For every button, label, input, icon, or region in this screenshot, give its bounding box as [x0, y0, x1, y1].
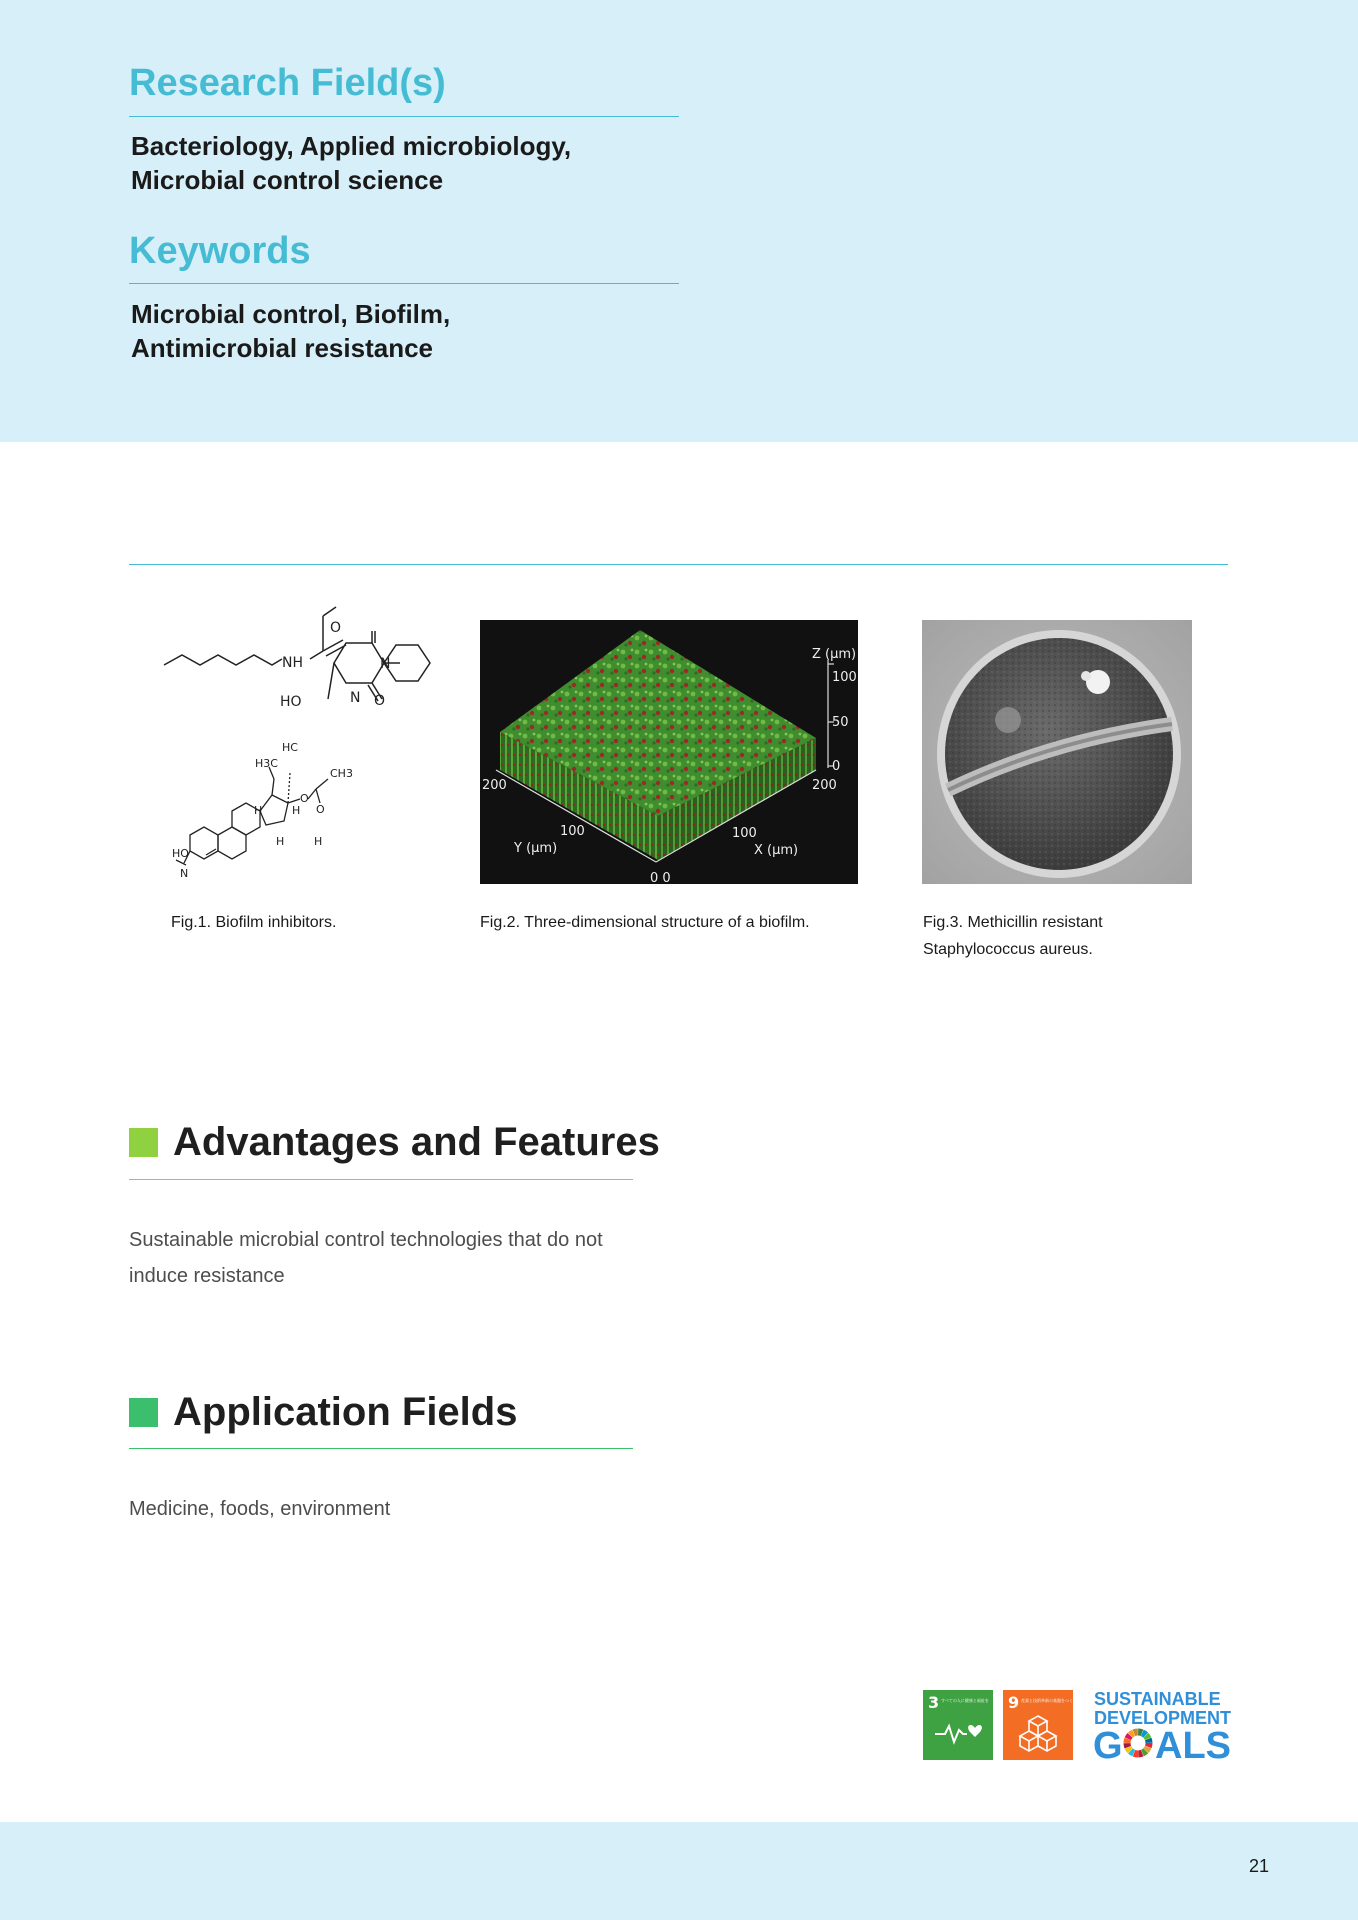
research-fields-text — [131, 129, 691, 197]
fig1-label-o2: O — [374, 693, 386, 709]
fig1-label-n1: N — [380, 656, 391, 672]
fig1-label-ho2: HO — [172, 847, 189, 860]
fig1-label-h4: H — [314, 835, 323, 848]
fig3-caption-line-2: Staphylococcus aureus. — [923, 941, 1093, 958]
fig2-label-y100: 100 — [560, 824, 585, 839]
fig2-label-z: Z (μm) — [812, 647, 857, 662]
sdg-logo-line-3-b: ALS — [1155, 1725, 1231, 1767]
fig3-mrsa-micrograph — [922, 620, 1192, 884]
sdg-goal-3-number: 3 — [928, 1693, 940, 1712]
advantages-title: Advantages and Features — [173, 1120, 660, 1164]
fig1-label-h2: H — [292, 804, 301, 817]
fig3-caption-line-1: Fig.3. Methicillin resistant — [923, 914, 1103, 931]
advantages-line-2: induce resistance — [129, 1265, 285, 1287]
fig1-label-h1: H — [254, 804, 263, 817]
fig2-caption: Fig.2. Three-dimensional structure of a biofilm. — [480, 914, 810, 931]
fig1-label-n2: N — [350, 690, 361, 706]
fig2-label-z0: 0 — [832, 759, 841, 774]
fig2-label-x100: 100 — [732, 826, 757, 841]
fig1-label-h3: H — [276, 835, 285, 848]
fig1-label-h3c: H3C — [255, 757, 278, 770]
advantages-text — [129, 1222, 649, 1294]
figures-divider — [129, 564, 1228, 565]
fig2-label-ylabel: Y (μm) — [514, 841, 558, 856]
fig2-biofilm-3d-image — [480, 620, 858, 884]
fig1-label-hc: HC — [282, 741, 298, 754]
fig1-label-nh: NH — [282, 655, 303, 671]
keywords-line-1: Microbial control, Biofilm, — [131, 299, 451, 329]
fig1-label-n3: N — [180, 867, 189, 880]
fig1-label-o1: O — [330, 620, 342, 636]
sdg-logo-line-2: DEVELOPMENT — [1094, 1708, 1232, 1728]
sdg-goal-3-text: すべての人に健康と福祉を — [941, 1698, 989, 1703]
fig2-label-x200: 200 — [812, 778, 837, 793]
page-number: 21 — [1248, 1856, 1269, 1876]
sdg-goal-9-icon — [1003, 1690, 1081, 1760]
research-fields-title: Research Field(s) — [129, 62, 446, 104]
sdg-logo — [1093, 1688, 1232, 1767]
advantages-rule — [129, 1179, 633, 1180]
sdg-goal-9-text: 産業と技術革新の基盤をつくろう — [1021, 1698, 1081, 1703]
fig1-label-o3: O — [300, 792, 309, 805]
fig2-label-z100: 100 — [832, 670, 857, 685]
sdg-logo-line-3-a: G — [1093, 1725, 1123, 1767]
fig2-label-xlabel: X (μm) — [754, 843, 799, 858]
keywords-line-2: Antimicrobial resistance — [131, 333, 433, 363]
sdg-goal-3-icon — [923, 1690, 993, 1760]
footer-band — [0, 1822, 1358, 1920]
keywords-title: Keywords — [129, 230, 311, 272]
fig1-label-ch3: CH3 — [330, 767, 353, 780]
applications-title: Application Fields — [173, 1390, 518, 1434]
advantages-marker — [129, 1128, 158, 1157]
fig2-label-origin: 0 0 — [650, 871, 671, 886]
research-fields-rule — [129, 116, 679, 117]
applications-marker — [129, 1398, 158, 1427]
sdg-logo-line-1: SUSTAINABLE — [1094, 1689, 1221, 1709]
applications-text: Medicine, foods, environment — [129, 1498, 391, 1520]
sdg-color-wheel-icon — [1127, 1732, 1149, 1754]
fig1-label-o4: O — [316, 803, 325, 816]
applications-rule — [129, 1448, 633, 1449]
fig3-caption — [923, 909, 1103, 963]
fig1-chemical-structures — [160, 605, 430, 890]
fig2-label-y200: 200 — [482, 778, 507, 793]
research-fields-line-1: Bacteriology, Applied microbiology, — [131, 131, 572, 161]
advantages-line-1: Sustainable microbial control technologies that do not — [129, 1229, 603, 1251]
keywords-text — [131, 297, 691, 365]
hexyl-chain — [164, 655, 282, 665]
keywords-rule — [129, 283, 679, 284]
sdg-goal-9-number: 9 — [1008, 1693, 1020, 1712]
fig1-label-ho: HO — [280, 694, 302, 710]
fig2-label-z50: 50 — [832, 715, 849, 730]
fig1-caption: Fig.1. Biofilm inhibitors. — [171, 914, 337, 931]
research-fields-line-2: Microbial control science — [131, 165, 444, 195]
